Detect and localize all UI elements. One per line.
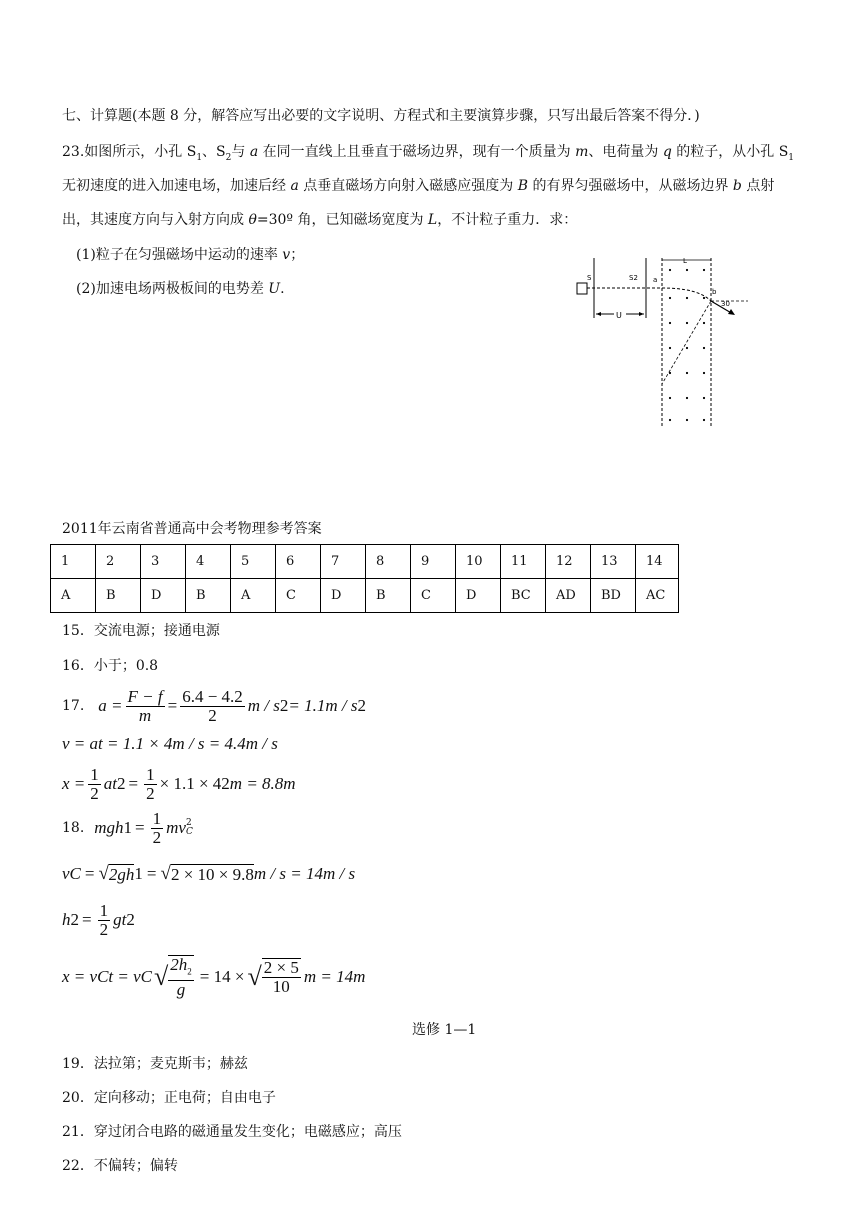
- table-cell: 11: [501, 545, 546, 579]
- section-header: 七、计算题(本题 8 分，解答应写出必要的文字说明、方程式和主要演算步骤，只写出最后答案不得分．): [62, 108, 700, 124]
- table-cell: 10: [456, 545, 501, 579]
- table-cell: D: [321, 579, 366, 613]
- label-angle: 30: [721, 300, 730, 308]
- label-s2: S2: [629, 274, 638, 282]
- u-arrow-right: [639, 312, 644, 316]
- table-cell: 4: [186, 545, 231, 579]
- magnetic-field-diagram: [570, 250, 755, 432]
- answer-19: 19．法拉第；麦克斯韦；赫兹: [62, 1056, 248, 1072]
- table-cell: AC: [636, 579, 679, 613]
- answer-18-eq2: v C = √ 2gh 1 = √ 2 × 10 × 9.8 m / s = 14m / s: [62, 863, 356, 884]
- table-cell: 14: [636, 545, 679, 579]
- label-b: b: [712, 288, 717, 296]
- table-cell: B: [96, 579, 141, 613]
- source-box: [577, 283, 587, 294]
- answer-17-eq2: v = at = 1.1 × 4m / s = 4.4m / s: [62, 734, 278, 753]
- table-cell: AD: [546, 579, 591, 613]
- table-cell: A: [231, 579, 276, 613]
- field-dots: [669, 269, 705, 421]
- q23-sub2: (2)加速电场两极板间的电势差 U.: [76, 281, 285, 297]
- answer-18-eq1: 18. mgh 1 = $\frac{1}{2}$ mv 2 C: [62, 808, 193, 847]
- table-row-answers: [51, 579, 679, 613]
- answer-18-eq3: h 2 = $\frac{1}{2}$ gt 2: [62, 900, 135, 939]
- q23-line1: 23.如图所示，小孔 $S_1$、$S_2$与 a 在同一直线上且垂直于磁场边界，现有一个质量为 m、电荷量为 q 的粒子，从小孔 $S_1$: [62, 144, 795, 163]
- table-cell: BC: [501, 579, 546, 613]
- table-cell: 1: [51, 545, 96, 579]
- table-cell: 7: [321, 545, 366, 579]
- table-cell: 12: [546, 545, 591, 579]
- table-cell: 6: [276, 545, 321, 579]
- table-cell: 9: [411, 545, 456, 579]
- answer-18-eq4: x = v C t = v C √ $\frac{2h_2}{g}$ = 14 × √ $\frac{2 \times 5}{10}$ m = 14m: [62, 954, 366, 1000]
- answer-16: 16．小于；0.8: [62, 658, 159, 674]
- label-a: a: [653, 276, 658, 284]
- table-cell: 13: [591, 545, 636, 579]
- arc-trajectory: [662, 288, 711, 301]
- answers-title: 2011年云南省普通高中会考物理参考答案: [62, 521, 322, 537]
- label-L: L: [683, 257, 687, 265]
- table-cell: B: [366, 579, 411, 613]
- answer-21: 21．穿过闭合电路的磁通量发生变化；电磁感应；高压: [62, 1124, 402, 1140]
- label-U: U: [616, 311, 622, 320]
- table-cell: C: [276, 579, 321, 613]
- table-cell: 8: [366, 545, 411, 579]
- u-arrow-left: [596, 312, 601, 316]
- table-cell: D: [141, 579, 186, 613]
- table-cell: 5: [231, 545, 276, 579]
- table-cell: A: [51, 579, 96, 613]
- table-cell: 3: [141, 545, 186, 579]
- q23-line3: 出，其速度方向与入射方向成 θ=30º 角，已知磁场宽度为 L，不计粒子重力．求：: [62, 212, 578, 228]
- answer-15: 15．交流电源；接通电源: [62, 623, 220, 639]
- answer-table: [50, 544, 679, 613]
- table-cell: 2: [96, 545, 141, 579]
- radius-line: [662, 301, 711, 384]
- table-cell: D: [456, 579, 501, 613]
- answer-17-eq3: x = $\frac{1}{2}$ at 2 = $\frac{1}{2}$ × 1.1 × 4 2 m = 8.8m: [62, 764, 296, 803]
- answer-20: 20．定向移动；正电荷；自由电子: [62, 1090, 276, 1106]
- table-cell: C: [411, 579, 456, 613]
- table-cell: B: [186, 579, 231, 613]
- answer-22: 22．不偏转；偏转: [62, 1158, 178, 1174]
- elective-title: 选修 1—1: [412, 1022, 477, 1038]
- table-row-numbers: [51, 545, 679, 579]
- q23-sub1: (1)粒子在匀强磁场中运动的速率 v；: [76, 247, 305, 263]
- answer-17-eq1: 17. a = $\frac{F - f}{m}$ = $\frac{6.4 - 4.2}{2}$ m / s 2 = 1.1m / s 2: [62, 686, 366, 725]
- label-s1: S: [587, 274, 592, 282]
- q23-line2: 无初速度的进入加速电场，加速后经 a 点垂直磁场方向射入磁感应强度为 B 的有界匀强磁场中，从磁场边界 b 点射: [62, 178, 775, 194]
- table-cell: BD: [591, 579, 636, 613]
